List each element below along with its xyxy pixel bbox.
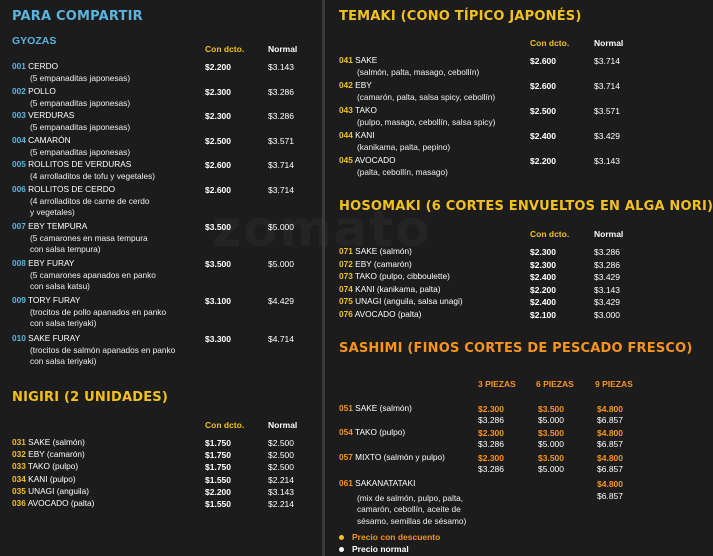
price-normal: $3.286: [268, 111, 294, 121]
price-discount: $2.300: [478, 404, 504, 414]
price-discount: $3.500: [538, 428, 564, 438]
list-item: [12, 449, 85, 461]
list-item: [12, 295, 166, 330]
item-code: 076: [339, 309, 353, 319]
price-normal: $6.857: [597, 491, 623, 501]
item-code: 010: [12, 333, 26, 343]
price-discount: $2.200: [530, 156, 556, 166]
item-code: 045: [339, 155, 353, 165]
item-name: UNAGI (anguila): [28, 486, 90, 496]
item-description: (kanikama, palta, pepino): [357, 141, 451, 152]
item-code: 057: [339, 452, 353, 462]
item-name: SAKANATATAKI: [355, 478, 416, 488]
col-header-dcto: Con dcto.: [205, 44, 245, 54]
col-header-normal: Normal: [268, 44, 298, 54]
price-normal: $5.000: [538, 464, 564, 474]
list-item: [12, 461, 78, 473]
price-normal: $3.571: [268, 136, 294, 146]
price-normal: $2.214: [268, 499, 294, 509]
item-name: AVOCADO: [354, 155, 396, 165]
list-item: [12, 258, 156, 293]
price-discount: $2.100: [530, 310, 556, 320]
price-discount: $2.600: [530, 81, 556, 91]
price-normal: $3.571: [594, 106, 620, 116]
price-discount: $2.500: [530, 106, 556, 116]
price-discount: $3.500: [538, 453, 564, 463]
item-description: (4 arrolladitos de tofu y vegetales): [30, 170, 155, 181]
legend-discount: [339, 532, 440, 542]
item-code: 034: [12, 474, 26, 484]
list-item: [12, 184, 149, 219]
item-name: KANI (kanikama, palta): [355, 284, 441, 294]
list-item: [12, 159, 155, 182]
price-discount: $3.500: [205, 259, 231, 269]
legend-normal: [339, 544, 409, 554]
price-normal: $5.000: [268, 259, 294, 269]
item-name: ROLLITOS DE VERDURAS: [28, 159, 132, 169]
item-code: 075: [339, 296, 353, 306]
price-normal: $3.286: [478, 415, 504, 425]
item-code: 044: [339, 130, 353, 140]
item-name: SAKE (salmón): [355, 246, 412, 256]
left-column: [0, 0, 321, 556]
col-header-dcto: Con dcto.: [530, 38, 570, 48]
item-description: y vegetales): [30, 207, 75, 217]
item-code: 002: [12, 86, 26, 96]
list-item: [339, 259, 412, 271]
item-code: 031: [12, 437, 26, 447]
item-description: (mix de salmón, pulpo, palta,: [357, 492, 464, 503]
item-description: (5 empanaditas japonesas): [30, 146, 131, 157]
item-name: EBY TEMPURA: [28, 221, 88, 231]
item-name: VERDURAS: [28, 110, 75, 120]
list-item: [12, 221, 148, 256]
list-item: [12, 110, 130, 133]
item-code: 072: [339, 259, 353, 269]
price-normal: $3.286: [478, 439, 504, 449]
price-normal: $3.429: [594, 272, 620, 282]
item-description: (5 camarones apanados en panko: [30, 269, 156, 280]
list-item: [339, 271, 450, 283]
legend-normal-label: Precio normal: [352, 544, 409, 554]
price-discount: $2.400: [530, 131, 556, 141]
item-description: (5 camarones en masa tempura: [30, 232, 148, 243]
price-normal: $3.714: [594, 56, 620, 66]
price-normal: $3.143: [268, 62, 294, 72]
col-header-3-piezas: 3 PIEZAS: [478, 379, 516, 389]
price-discount: $3.100: [205, 296, 231, 306]
price-normal: $3.286: [268, 87, 294, 97]
item-code: 033: [12, 461, 26, 471]
price-discount: $2.300: [205, 111, 231, 121]
price-normal: $3.714: [594, 81, 620, 91]
list-item: [12, 135, 130, 158]
list-item: [12, 486, 89, 498]
price-normal: $3.286: [594, 247, 620, 257]
item-code: 009: [12, 295, 26, 305]
price-normal: $5.000: [268, 222, 294, 232]
item-name: SAKE (salmón): [28, 437, 85, 447]
price-discount: $1.550: [205, 499, 231, 509]
item-description: (palta, cebollín, masago): [357, 166, 448, 177]
price-normal: $6.857: [597, 464, 623, 474]
list-item: [339, 478, 466, 527]
item-description: con salsa tempura): [30, 244, 101, 254]
item-name: AVOCADO (palta): [27, 498, 95, 508]
item-name: MIXTO (salmón y pulpo): [355, 452, 445, 462]
section-title-hosomaki: HOSOMAKI (6 CORTES ENVUELTOS EN ALGA NORI): [339, 199, 713, 214]
item-name: TAKO (pulpo, cibboulette): [355, 271, 450, 281]
item-name: SAKE (salmón): [355, 403, 412, 413]
col-header-normal: Normal: [594, 38, 624, 48]
list-item: [12, 61, 130, 84]
item-description: (camarón, palta, salsa spicy, cebollín): [357, 91, 496, 102]
list-item: [12, 86, 130, 109]
section-title-nigiri: NIGIRI (2 UNIDADES): [12, 390, 169, 405]
item-code: 003: [12, 110, 26, 120]
price-normal: $6.857: [597, 415, 623, 425]
section-title-temaki: TEMAKI (CONO TÍPICO JAPONÉS): [339, 9, 582, 24]
col-header-dcto: Con dcto.: [530, 229, 570, 239]
item-description: (5 empanaditas japonesas): [30, 97, 131, 108]
list-item: [339, 80, 495, 103]
item-name: UNAGI (anguila, salsa unagi): [355, 296, 463, 306]
price-discount: $2.600: [530, 56, 556, 66]
item-name: SAKE FURAY: [28, 333, 81, 343]
item-description: (pulpo, masago, cebollín, salsa spicy): [357, 116, 496, 127]
section-title-sashimi: SASHIMI (FINOS CORTES DE PESCADO FRESCO): [339, 341, 693, 356]
column-divider: [322, 0, 325, 556]
item-name: CAMARÓN: [28, 135, 71, 145]
item-name: ROLLITOS DE CERDO: [28, 184, 116, 194]
price-normal: $4.429: [268, 296, 294, 306]
price-normal: $3.429: [594, 297, 620, 307]
item-name: TAKO (pulpo): [28, 461, 79, 471]
list-item: [339, 309, 421, 321]
item-code: 007: [12, 221, 26, 231]
price-discount: $3.500: [538, 404, 564, 414]
price-normal: $3.143: [594, 156, 620, 166]
price-normal: $2.500: [268, 438, 294, 448]
item-name: EBY (camarón): [355, 259, 412, 269]
price-normal: $4.714: [268, 334, 294, 344]
price-discount: $1.550: [205, 475, 231, 485]
item-code: 005: [12, 159, 26, 169]
legend-dot-icon: [339, 547, 344, 552]
col-header-6-piezas: 6 PIEZAS: [536, 379, 574, 389]
price-discount: $1.750: [205, 462, 231, 472]
price-discount: $2.600: [205, 160, 231, 170]
price-discount: $2.400: [530, 297, 556, 307]
item-code: 035: [12, 486, 26, 496]
price-discount: $3.300: [205, 334, 231, 344]
item-code: 074: [339, 284, 353, 294]
price-discount: $2.600: [205, 185, 231, 195]
price-discount: $1.750: [205, 450, 231, 460]
list-item: [339, 284, 440, 296]
list-item: [339, 452, 445, 464]
price-discount: $4.800: [597, 453, 623, 463]
col-header-normal: Normal: [594, 229, 624, 239]
item-code: 006: [12, 184, 26, 194]
price-discount: $2.300: [205, 87, 231, 97]
item-description: con salsa katsu): [30, 281, 90, 291]
price-discount: $4.800: [597, 428, 623, 438]
item-name: TAKO: [355, 105, 377, 115]
list-item: [12, 333, 175, 368]
item-description: (trocitos de salmón apanados en panko: [30, 344, 176, 355]
item-code: 043: [339, 105, 353, 115]
item-code: 061: [339, 478, 353, 488]
item-code: 054: [339, 427, 353, 437]
list-item: [339, 55, 479, 78]
price-normal: $3.286: [594, 260, 620, 270]
price-normal: $2.214: [268, 475, 294, 485]
item-name: POLLO: [28, 86, 56, 96]
item-code: 042: [339, 80, 353, 90]
price-discount: $2.300: [478, 428, 504, 438]
item-description: camarón, cebollín, aceite de: [357, 504, 461, 514]
price-discount: $4.800: [597, 479, 623, 489]
price-normal: $3.000: [594, 310, 620, 320]
item-name: EBY: [355, 80, 372, 90]
item-code: 036: [12, 498, 26, 508]
item-description: con salsa teriyaki): [30, 356, 97, 366]
item-name: EBY FURAY: [28, 258, 75, 268]
legend-dot-icon: [339, 535, 344, 540]
price-discount: $3.500: [205, 222, 231, 232]
price-discount: $2.300: [530, 260, 556, 270]
list-item: [339, 403, 412, 415]
item-description: (4 arrolladitos de carne de cerdo: [30, 195, 150, 206]
item-name: EBY (camarón): [28, 449, 85, 459]
col-header-9-piezas: 9 PIEZAS: [595, 379, 633, 389]
list-item: [339, 155, 448, 178]
item-name: KANI (pulpo): [28, 474, 76, 484]
list-item: [12, 474, 76, 486]
item-name: TORY FURAY: [28, 295, 81, 305]
item-name: TAKO (pulpo): [355, 427, 406, 437]
item-description: sésamo, semillas de sésamo): [357, 515, 467, 526]
price-normal: $3.714: [268, 160, 294, 170]
item-name: KANI: [355, 130, 375, 140]
list-item: [339, 246, 412, 258]
price-discount: $1.750: [205, 438, 231, 448]
legend-discount-label: Precio con descuento: [352, 532, 441, 542]
price-discount: $2.300: [530, 247, 556, 257]
list-item: [12, 437, 85, 449]
item-code: 008: [12, 258, 26, 268]
price-discount: $2.200: [205, 487, 231, 497]
item-name: CERDO: [28, 61, 59, 71]
subtitle-gyozas: GYOZAS: [12, 35, 57, 47]
list-item: [339, 296, 463, 308]
price-normal: $3.429: [594, 131, 620, 141]
col-header-normal: Normal: [268, 420, 298, 430]
item-code: 004: [12, 135, 26, 145]
price-discount: $2.500: [205, 136, 231, 146]
price-discount: $2.200: [205, 62, 231, 72]
item-code: 073: [339, 271, 353, 281]
item-name: SAKE: [355, 55, 378, 65]
item-code: 001: [12, 61, 26, 71]
price-normal: $3.143: [268, 487, 294, 497]
list-item: [12, 498, 94, 510]
item-description: (trocitos de pollo apanados en panko: [30, 306, 167, 317]
price-normal: $3.714: [268, 185, 294, 195]
price-discount: $2.300: [478, 453, 504, 463]
item-description: (salmón, palta, masago, cebollín): [357, 66, 480, 77]
list-item: [339, 427, 405, 439]
col-header-dcto: Con dcto.: [205, 420, 245, 430]
price-normal: $5.000: [538, 415, 564, 425]
price-normal: $2.500: [268, 462, 294, 472]
price-normal: $2.500: [268, 450, 294, 460]
item-code: 041: [339, 55, 353, 65]
price-discount: $2.200: [530, 285, 556, 295]
item-code: 051: [339, 403, 353, 413]
list-item: [339, 105, 495, 128]
item-code: 071: [339, 246, 353, 256]
item-description: con salsa teriyaki): [30, 318, 97, 328]
price-normal: $3.286: [478, 464, 504, 474]
list-item: [339, 130, 450, 153]
right-column: [327, 0, 713, 556]
price-normal: $3.143: [594, 285, 620, 295]
price-discount: $2.400: [530, 272, 556, 282]
item-description: (5 empanaditas japonesas): [30, 72, 131, 83]
price-normal: $5.000: [538, 439, 564, 449]
section-title-compartir: PARA COMPARTIR: [12, 9, 143, 24]
item-code: 032: [12, 449, 26, 459]
price-discount: $4.800: [597, 404, 623, 414]
item-name: AVOCADO (palta): [354, 309, 422, 319]
item-description: (5 empanaditas japonesas): [30, 121, 131, 132]
price-normal: $6.857: [597, 439, 623, 449]
